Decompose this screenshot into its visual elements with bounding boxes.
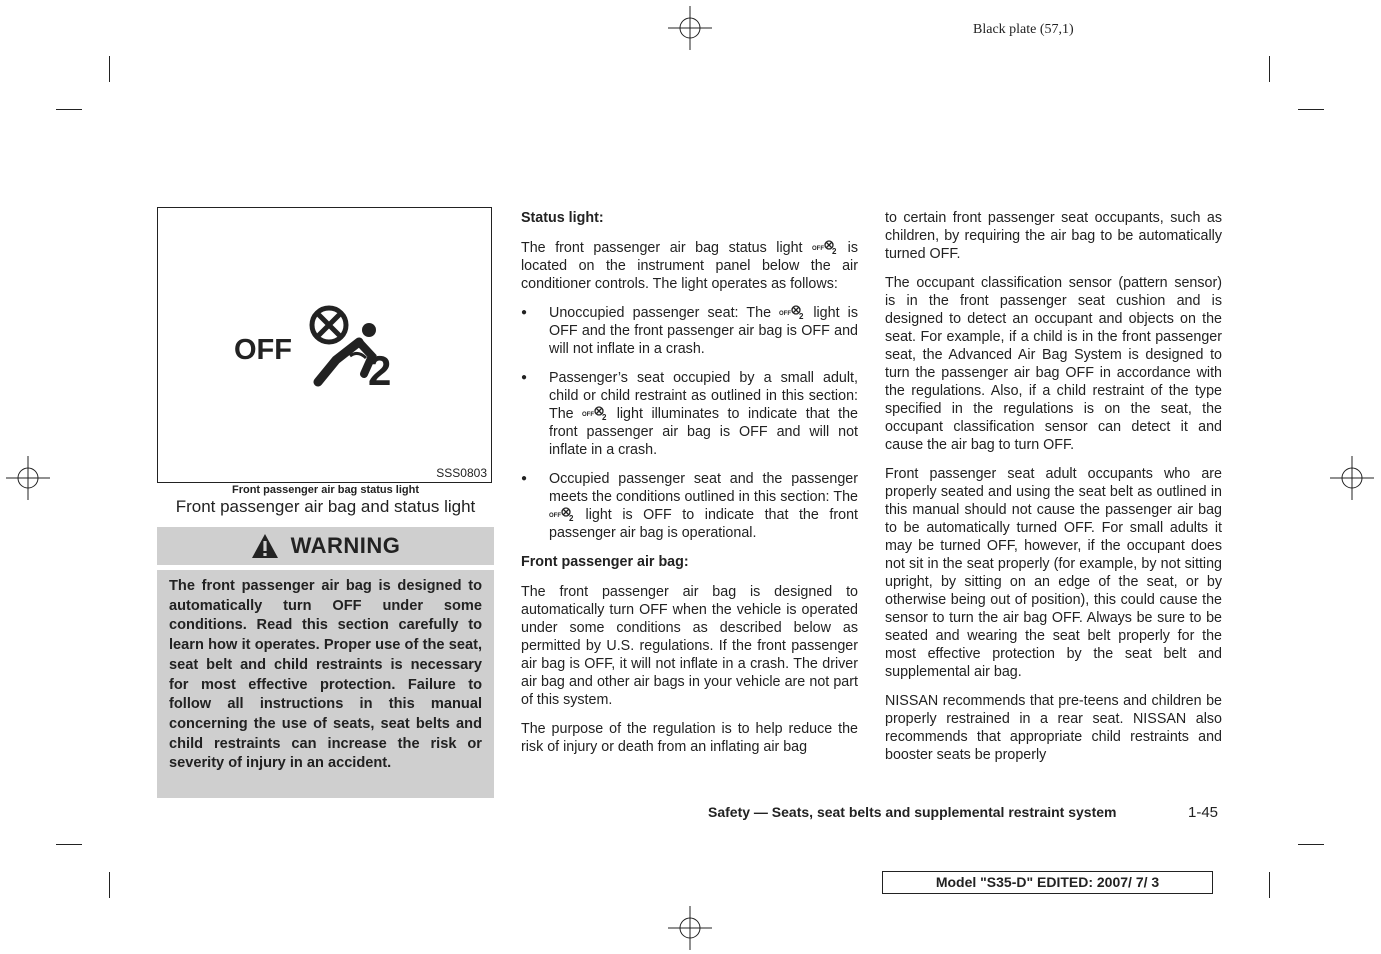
- svg-text:OFF: OFF: [779, 311, 792, 317]
- registration-mark-icon: [668, 6, 712, 50]
- paragraph: NISSAN recommends that pre-teens and children be properly restrained in a rear seat. NISSAN also recommends that appropriate child restraints and booster seats be properly: [885, 693, 1222, 763]
- figure-caption: Front passenger air bag status light: [231, 484, 420, 496]
- section-footer: Safety — Seats, seat belts and supplemental restraint system: [708, 804, 1117, 820]
- paragraph: to certain front passenger seat occupants, such as children, by requiring the air bag to be automatically turned OFF.: [885, 210, 1222, 262]
- column-right: [885, 209, 1222, 775]
- column-middle: [521, 209, 858, 767]
- icon-off-text: OFF: [234, 334, 292, 366]
- paragraph: Front passenger seat adult occupants who are properly seated and using the seat belt as outlined in this manual should not cause the passenger air bag to be automatically turned OFF. For small adults it may be turned OFF, however, if the occupant does not sit in the seat properly (for example, by not sitting upright, by sitting on an edge of the seat, or by otherwise being out of position), this could cause the sensor to turn the air bag OFF. Always be sure to be seated and wearing the seat belt properly for the most effective protection by the seat belt and supplemental air bag.: [885, 466, 1222, 680]
- svg-text:OFF: OFF: [812, 246, 825, 252]
- svg-text:OFF: OFF: [549, 513, 561, 519]
- figure-title: Front passenger air bag and status light: [175, 497, 476, 516]
- svg-text:2: 2: [602, 413, 607, 420]
- icon-number: 2: [368, 347, 392, 394]
- status-light-heading: Status light:: [521, 210, 604, 226]
- front-passenger-heading: Front passenger air bag:: [521, 554, 689, 570]
- svg-text:OFF: OFF: [582, 412, 595, 418]
- list-item: ● Passenger’s seat occupied by a small adult, child or child restraint as outlined in this section: The OFF 2 light illuminates to indicate that the front passenger air bag is OFF and will not inflate in a crash.: [521, 369, 858, 459]
- model-edited-box: Model "S35-D" EDITED: 2007/ 7/ 3: [882, 871, 1213, 894]
- page-number: 1-45: [1188, 804, 1219, 821]
- list-item: ● Unoccupied passenger seat: The OFF 2 light is OFF and the front passenger air bag is OFF and will not inflate in a crash.: [521, 304, 858, 358]
- svg-text:2: 2: [799, 312, 804, 319]
- figure-code: SSS0803: [436, 466, 487, 480]
- plate-label: Black plate (57,1): [973, 22, 1074, 37]
- status-light-list: [521, 304, 858, 542]
- front-passenger-paragraph: The front passenger air bag is designed to automatically turn OFF when the vehicle is operated under some conditions as described below as permitted by U.S. regulations. If the front passenger air bag is OFF, it will not inflate in a crash. The driver air bag and other air bags in your vehicle are not part of this system.: [521, 584, 858, 708]
- regulation-paragraph: The purpose of the regulation is to help reduce the risk of injury or death from an inflating air bag: [521, 721, 858, 755]
- status-light-paragraph: The front passenger air bag status light OFF 2 is located on the instrument panel below the air conditioner controls. The light operates as follows:: [521, 240, 858, 292]
- warning-text: The front passenger air bag is designed to automatically turn OFF under some conditions. Read this section carefully to learn how it operates. Proper use of the seat, seat belt and child restraints is necessary for most effective protection. Failure to follow all instructions in this manual concerning the use of seats, seat belts and child restraints can increase the risk or severity of injury in an accident.: [169, 578, 482, 772]
- warning-triangle-icon: [251, 533, 279, 559]
- warning-body: [157, 570, 494, 798]
- airbag-off-icon: [779, 305, 805, 319]
- svg-text:2: 2: [569, 514, 574, 521]
- warning-header: [157, 527, 494, 565]
- paragraph: The occupant classification sensor (pattern sensor) is in the front passenger seat cushion and is designed to detect an occupant and objects on the seat. For example, if a child is in the front passenger seat, the Advanced Air Bag System is designed to turn the passenger air bag OFF in accordance with the regulations. Also, if a child restraint of the type specified in the regulations is on the seat, the occupant classification sensor can detect it and cause the air bag to turn OFF.: [885, 275, 1222, 453]
- svg-text:2: 2: [832, 247, 837, 254]
- figure-box: [157, 207, 492, 483]
- airbag-off-icon: [549, 507, 575, 521]
- warning-heading: WARNING: [290, 533, 401, 558]
- airbag-off-icon: [812, 240, 838, 254]
- airbag-off-icon: [582, 406, 608, 420]
- list-item: ● Occupied passenger seat and the passenger meets the conditions outlined in this section: The OFF 2 light is OFF to indicate that the front passenger air bag is operational.: [521, 470, 858, 542]
- registration-mark-icon: [668, 906, 712, 950]
- registration-mark-icon: [6, 456, 50, 500]
- airbag-off-icon: [232, 298, 402, 398]
- registration-mark-icon: [1330, 456, 1374, 500]
